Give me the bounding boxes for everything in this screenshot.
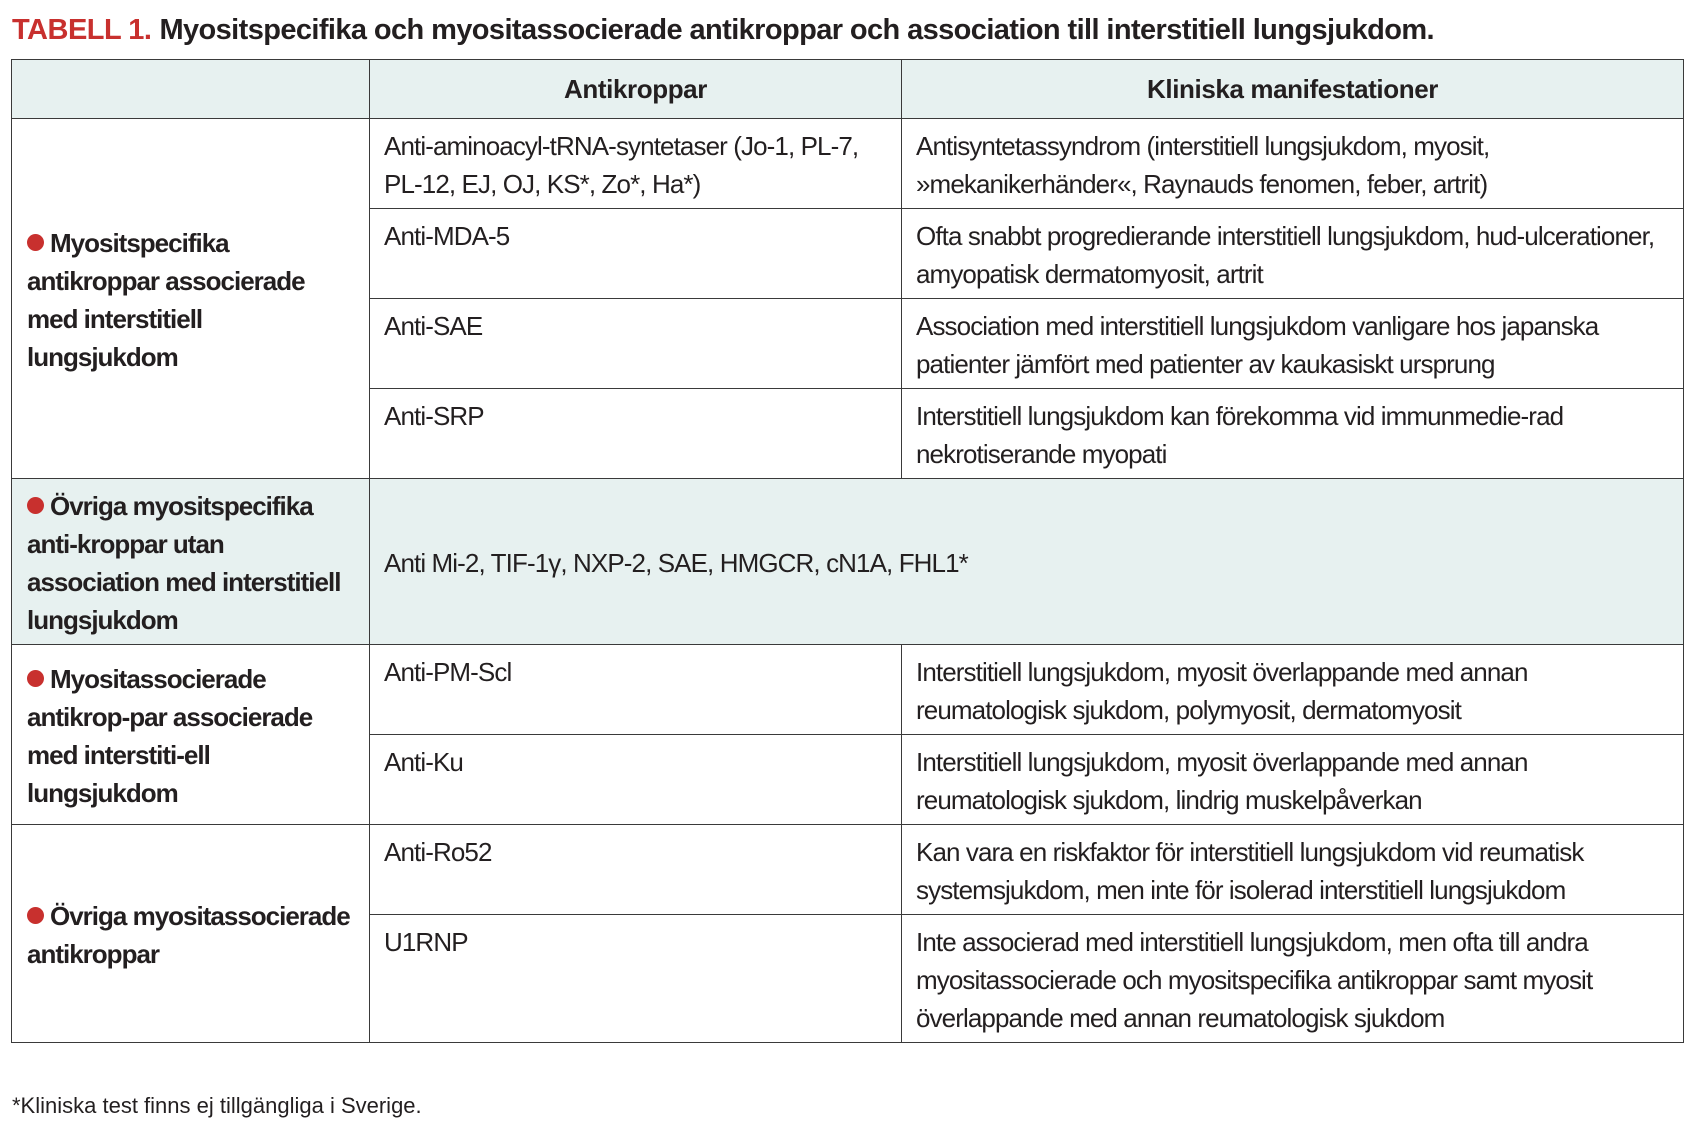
header-row [12,60,1684,119]
table-row [12,119,1684,209]
antibody-table [11,59,1684,1043]
antibody-cell: Anti-PM-Scl [370,645,902,735]
bullet-dot-icon [27,907,44,924]
antibody-cell: Anti-aminoacyl-tRNA-syntetaser (Jo-1, PL-7, PL-12, EJ, OJ, KS*, Zo*, Ha*) [370,119,902,209]
manifestation-cell: Interstitiell lungsjukdom kan förekomma vid immunmedie-rad nekrotiserande myopati [902,389,1684,479]
category-label: Myositspecifika antikroppar associerade med interstitiell lungsjukdom [27,228,305,372]
manifestation-cell: Kan vara en riskfaktor för interstitiell lungsjukdom vid reumatisk systemsjukdom, men inte för isolerad interstitiell lungsjukdom [902,825,1684,915]
header-antikroppar: Antikroppar [370,60,902,119]
manifestation-cell: Ofta snabbt progredierande interstitiell lungsjukdom, hud-ulcerationer, amyopatisk dermatomyosit, artrit [902,209,1684,299]
bullet-dot-icon [27,670,44,687]
footnote: *Kliniska test finns ej tillgängliga i Sverige. [12,1093,422,1118]
table-caption: Myositspecifika och myositassocierade antikroppar och association till interstitiell lungsjukdom. [159,14,1434,46]
antibody-cell: Anti-SAE [370,299,902,389]
manifestation-cell: Antisyntetassyndrom (interstitiell lungsjukdom, myosit, »mekanikerhänder«, Raynauds fenomen, feber, artrit) [902,119,1684,209]
bullet-dot-icon [27,234,44,251]
table-row [12,825,1684,915]
bullet-dot-icon [27,497,44,514]
category-label: Myositassocierade antikrop-par associerade med interstiti-ell lungsjukdom [27,664,313,808]
category-label: Övriga myositassocierade antikroppar [27,901,350,969]
antibody-cell: Anti-Ku [370,735,902,825]
antibody-cell: Anti-MDA-5 [370,209,902,299]
antibody-cell: Anti-SRP [370,389,902,479]
category-label: Övriga myositspecifika anti-kroppar utan association med interstitiell lungsjukdom [27,491,341,635]
header-empty [12,60,370,119]
manifestation-cell: Inte associerad med interstitiell lungsjukdom, men ofta till andra myositassocierade och myositspecifika antikroppar samt myosit överlappande med annan reumatologisk sjukdom [902,915,1684,1043]
table-number-label: TABELL 1. [12,14,152,46]
category-cell [12,645,370,825]
table-row [12,479,1684,645]
table-title [12,10,1682,50]
header-kliniska-manifestationer: Kliniska manifestationer [902,60,1684,119]
manifestation-cell: Interstitiell lungsjukdom, myosit överlappande med annan reumatologisk sjukdom, lindrig muskelpåverkan [902,735,1684,825]
table-row [12,645,1684,735]
combined-antibody-cell: Anti Mi-2, TIF-1γ, NXP-2, SAE, HMGCR, cN1A, FHL1* [370,479,1684,645]
manifestation-cell: Association med interstitiell lungsjukdom vanligare hos japanska patienter jämfört med patienter av kaukasiskt ursprung [902,299,1684,389]
category-cell [12,479,370,645]
antibody-cell: U1RNP [370,915,902,1043]
antibody-cell: Anti-Ro52 [370,825,902,915]
manifestation-cell: Interstitiell lungsjukdom, myosit överlappande med annan reumatologisk sjukdom, polymyosit, dermatomyosit [902,645,1684,735]
category-cell [12,825,370,1043]
category-cell [12,119,370,479]
